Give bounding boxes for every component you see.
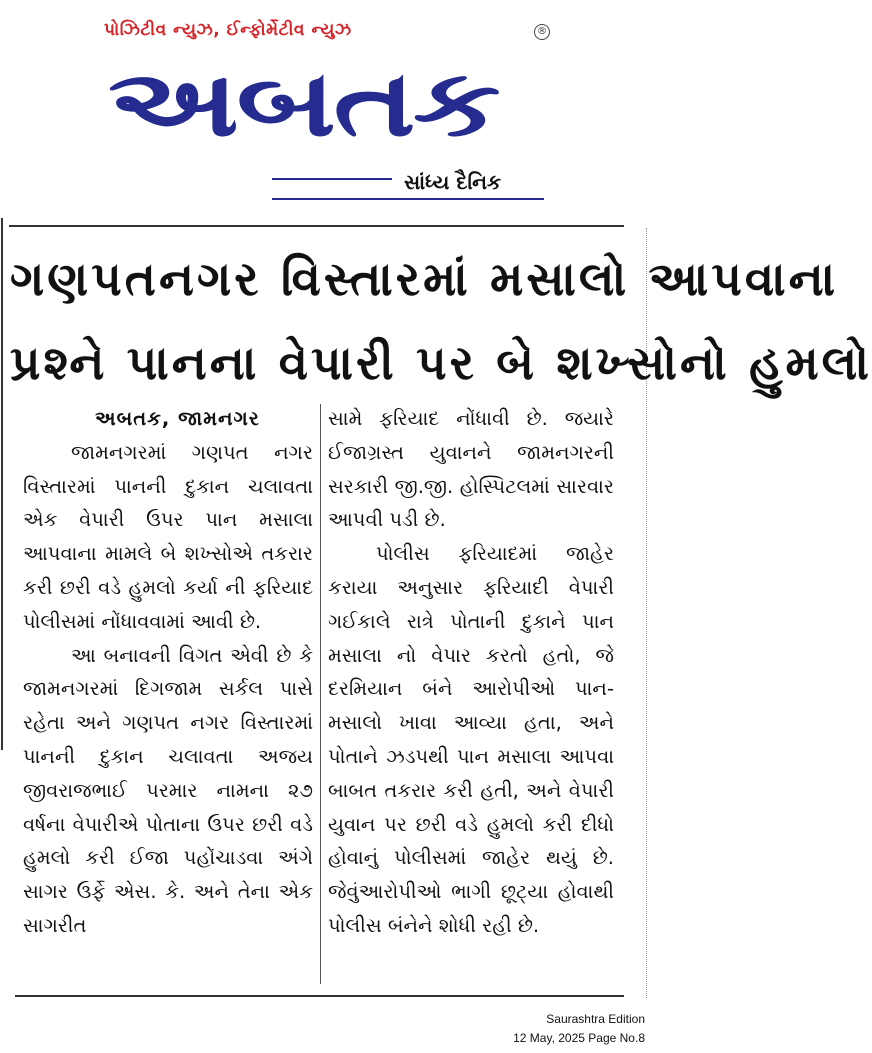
clipping-bottom-border	[15, 995, 624, 997]
article-paragraph: આ બનાવની વિગત એવી છે કે જામનગરમાં દિગજામ સર્કલ પાસે રહેતા અને ગણપત નગર વિસ્તારમાં પાનની દુકાન ચલાવતા અજય જીવરાજભાઈ પરમાર નામના ૨૭ વર્ષના વેપારીએ પોતાના ઉપર છરી વડે હુમલો કરી ઈજા પહોંચાડવા અંગે સાગર ઉર્ફે એસ. કે. અને તેના એક સાગરીત	[23, 643, 313, 937]
masthead-underline	[272, 198, 544, 200]
column-divider	[320, 404, 321, 984]
registered-mark-icon: ®	[534, 24, 550, 40]
article-dateline: અબતક, જામનગર	[95, 407, 260, 430]
article-headline	[10, 238, 872, 406]
article-paragraph: જામનગરમાં ગણપત નગર વિસ્તારમાં પાનની દુકાન ચલાવતા એક વેપારી ઉપર પાન મસાલા આપવાના મામલે બે શખ્સોએ તકરાર કરી છરી વડે હુમલો કર્યા ની ફરિયાદ પોલીસમાં નોંધાવવામાં આવી છે.	[23, 440, 313, 633]
footer-edition: Saurashtra Edition	[546, 1012, 645, 1026]
article-paragraph: સામે ફરિયાદ નોંધાવી છે. જયારે ઈજાગ્રસ્ત યુવાનને જામનગરની સરકારી જી.જી. હોસ્પિટલમાં સારવાર આપવી પડી છે.	[328, 407, 614, 532]
newspaper-logo: અબતક	[108, 50, 499, 157]
article-column-left	[23, 402, 313, 943]
article-paragraph: પોલીસ ફરિયાદમાં જાહેર કરાયા અનુસાર ફરિયાદી વેપારી ગઈકાલે રાત્રે પોતાની દુકાને પાન મસાલા નો વેપાર કરતો હતો, જે દરમિયાન બંને આરોપીઓ પાન-મસાલો ખાવા આવ્યા હતા, અને પોતાને ઝડપથી પાન મસાલા આપવા બાબત તકરાર કરી હતી, અને વેપારી યુવાન પર છરી વડે હુમલો કરી દીધો હોવાનું પોલીસમાં જાહેર થયું છે. જેવુંઆરોપીઓ ભાગી છૂટ્યા હોવાથી પોલીસ બંનેને શોધી રહી છે.	[328, 542, 614, 937]
clipping-left-border	[1, 218, 3, 750]
article-column-right	[328, 402, 614, 943]
masthead-tagline: પોઝિટીવ ન્યુઝ, ઈન્ફોર્મેટીવ ન્યુઝ	[104, 20, 352, 40]
headline-line-2: પ્રશ્ને પાનના વેપારી પર બે શખ્સોનો હુમલો	[10, 336, 872, 391]
page-footer	[513, 1010, 645, 1048]
masthead-rule-left	[272, 178, 392, 180]
edition-type: સાંધ્ય દૈનિક	[404, 170, 502, 194]
footer-date-page: 12 May, 2025 Page No.8	[513, 1031, 645, 1045]
clipping-top-border	[9, 225, 624, 227]
masthead	[0, 0, 655, 215]
headline-line-1: ગણપતનગર વિસ્તારમાં મસાલો આપવાના	[10, 252, 839, 307]
